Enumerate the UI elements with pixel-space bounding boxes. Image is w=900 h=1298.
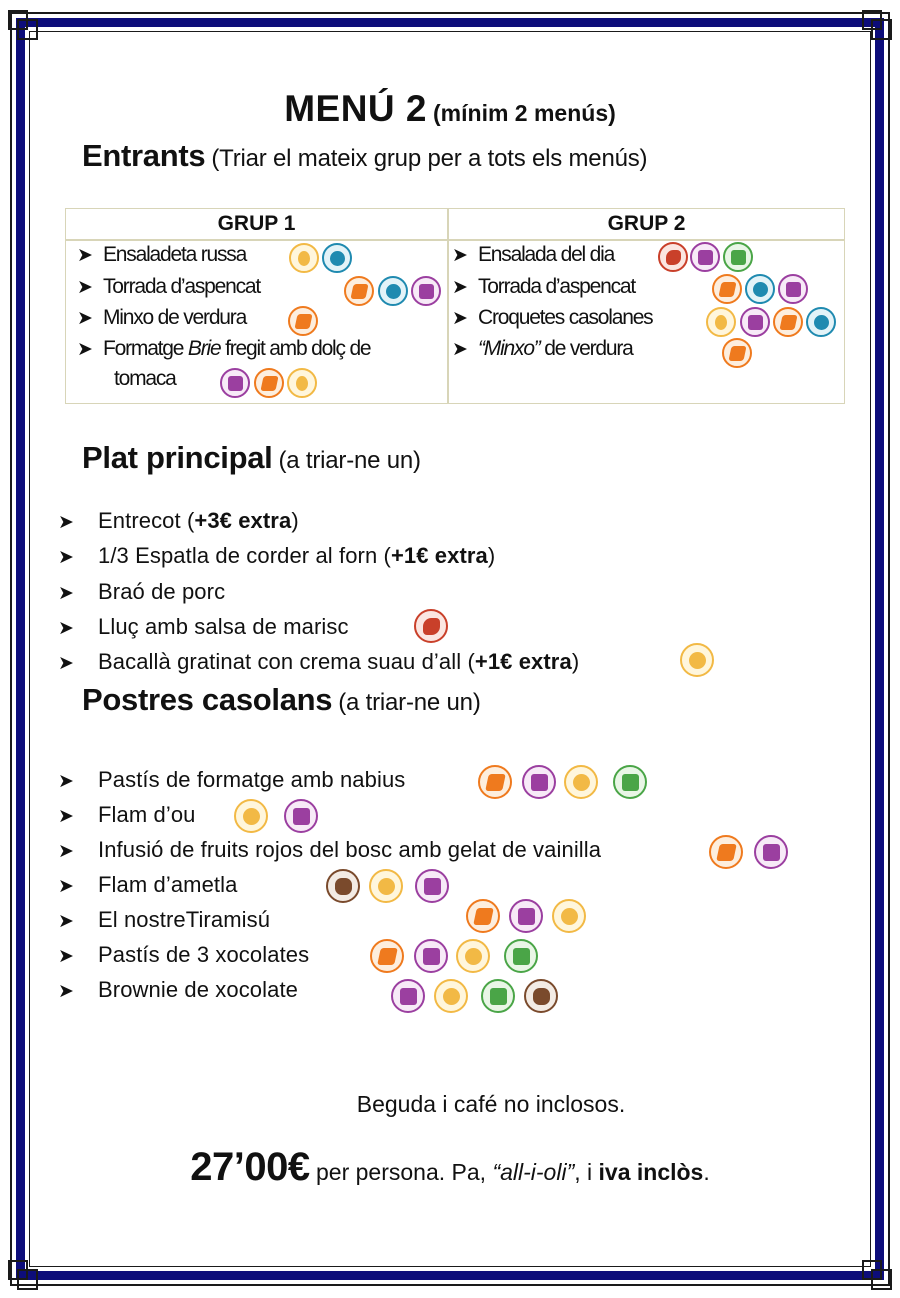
egg-allergen-icon xyxy=(434,979,468,1013)
egg-allergen-icon xyxy=(680,643,714,677)
menu-title-sub: (mínim 2 menús) xyxy=(433,100,616,126)
arrow-bullet-icon: ➤ xyxy=(58,512,74,533)
gluten-allergen-icon xyxy=(722,338,752,368)
arrow-bullet-icon: ➤ xyxy=(77,339,93,360)
entrants-heading xyxy=(82,138,647,174)
main-course-note: (a triar-ne un) xyxy=(278,447,421,474)
milk-allergen-icon xyxy=(284,799,318,833)
main-course-heading xyxy=(82,440,421,476)
nuts-allergen-icon xyxy=(326,869,360,903)
mustard-allergen-icon xyxy=(322,243,352,273)
egg-allergen-icon xyxy=(552,899,586,933)
gluten-allergen-icon xyxy=(712,274,742,304)
egg-allergen-icon xyxy=(706,307,736,337)
list-item: ➤ Torrada d’aspencat xyxy=(77,275,261,298)
desserts-note: (a triar-ne un) xyxy=(338,689,481,716)
gluten-allergen-icon xyxy=(370,939,404,973)
gluten-allergen-icon xyxy=(773,307,803,337)
list-item: ➤ Bacallà gratinat con crema suau d’all (+1€ extra) xyxy=(58,649,580,674)
nuts-allergen-icon xyxy=(524,979,558,1013)
gluten-allergen-icon xyxy=(466,899,500,933)
milk-allergen-icon xyxy=(414,939,448,973)
arrow-bullet-icon: ➤ xyxy=(58,946,74,967)
list-item: ➤ Pastís de 3 xocolates xyxy=(58,942,310,967)
list-item: ➤ “Minxo” de verdura xyxy=(452,337,633,360)
gluten-allergen-icon xyxy=(709,835,743,869)
crustacean-allergen-icon xyxy=(658,242,688,272)
milk-allergen-icon xyxy=(411,276,441,306)
table-divider xyxy=(66,239,844,241)
gluten-allergen-icon xyxy=(478,765,512,799)
milk-allergen-icon xyxy=(778,274,808,304)
list-item: ➤ Minxo de verdura xyxy=(77,306,247,329)
gluten-allergen-icon xyxy=(344,276,374,306)
egg-allergen-icon xyxy=(564,765,598,799)
mustard-allergen-icon xyxy=(806,307,836,337)
crustacean-allergen-icon xyxy=(414,609,448,643)
main-course-title: Plat principal xyxy=(82,440,273,475)
arrow-bullet-icon: ➤ xyxy=(58,583,74,604)
soy-allergen-icon xyxy=(504,939,538,973)
soy-allergen-icon xyxy=(723,242,753,272)
arrow-bullet-icon: ➤ xyxy=(58,806,74,827)
milk-allergen-icon xyxy=(415,869,449,903)
entrants-note: (Triar el mateix grup per a tots els menús) xyxy=(211,145,648,172)
list-item: ➤ El nostreTiramisú xyxy=(58,907,271,932)
list-item: ➤ Infusió de fruits rojos del bosc amb gelat de vainilla xyxy=(58,837,602,862)
desserts-title: Postres casolans xyxy=(82,682,333,717)
egg-allergen-icon xyxy=(369,869,403,903)
egg-allergen-icon xyxy=(287,368,317,398)
milk-allergen-icon xyxy=(220,368,250,398)
soy-allergen-icon xyxy=(481,979,515,1013)
arrow-bullet-icon: ➤ xyxy=(77,245,93,266)
menu-title xyxy=(0,88,900,130)
arrow-bullet-icon: ➤ xyxy=(452,339,468,360)
list-item: ➤ Flam d’ou xyxy=(58,802,196,827)
arrow-bullet-icon: ➤ xyxy=(58,981,74,1002)
entrants-title: Entrants xyxy=(82,138,206,173)
list-item: ➤ Ensalada del dia xyxy=(452,243,615,266)
arrow-bullet-icon: ➤ xyxy=(58,653,74,674)
gluten-allergen-icon xyxy=(288,306,318,336)
arrow-bullet-icon: ➤ xyxy=(58,771,74,792)
menu-title-main: MENÚ 2 xyxy=(284,88,428,129)
list-item: ➤ Lluç amb salsa de marisc xyxy=(58,614,349,639)
soy-allergen-icon xyxy=(613,765,647,799)
list-item: ➤ Croquetes casolanes xyxy=(452,306,653,329)
milk-allergen-icon xyxy=(522,765,556,799)
corner-ornament xyxy=(862,1260,892,1290)
arrow-bullet-icon: ➤ xyxy=(58,547,74,568)
arrow-bullet-icon: ➤ xyxy=(77,277,93,298)
mustard-allergen-icon xyxy=(745,274,775,304)
mustard-allergen-icon xyxy=(378,276,408,306)
milk-allergen-icon xyxy=(740,307,770,337)
list-item: ➤ 1/3 Espatla de corder al forn (+1€ extra) xyxy=(58,543,496,568)
arrow-bullet-icon: ➤ xyxy=(452,308,468,329)
arrow-bullet-icon: ➤ xyxy=(452,245,468,266)
list-item: ➤ Brownie de xocolate xyxy=(58,977,299,1002)
list-item: ➤ Braó de porc xyxy=(58,579,226,604)
arrow-bullet-icon: ➤ xyxy=(77,308,93,329)
gluten-allergen-icon xyxy=(254,368,284,398)
milk-allergen-icon xyxy=(690,242,720,272)
list-item: ➤ Flam d’ametla xyxy=(58,872,238,897)
list-item: ➤ Entrecot (+3€ extra) xyxy=(58,508,299,533)
list-item: ➤ Torrada d’aspencat xyxy=(452,275,636,298)
arrow-bullet-icon: ➤ xyxy=(58,876,74,897)
egg-allergen-icon xyxy=(289,243,319,273)
price-line: 27’00€ per persona. Pa, “all-i-oli”, i iva inclòs. xyxy=(190,1145,710,1189)
milk-allergen-icon xyxy=(509,899,543,933)
price-amount: 27’00€ xyxy=(190,1145,310,1189)
arrow-bullet-icon: ➤ xyxy=(58,618,74,639)
group1-header: GRUP 1 xyxy=(217,212,296,235)
corner-ornament xyxy=(8,1260,38,1290)
arrow-bullet-icon: ➤ xyxy=(58,911,74,932)
arrow-bullet-icon: ➤ xyxy=(58,841,74,862)
arrow-bullet-icon: ➤ xyxy=(452,277,468,298)
egg-allergen-icon xyxy=(456,939,490,973)
list-item: ➤ Ensaladeta russa xyxy=(77,243,247,266)
desserts-heading xyxy=(82,682,481,718)
milk-allergen-icon xyxy=(391,979,425,1013)
group2-header: GRUP 2 xyxy=(607,212,686,235)
list-item: ➤ Formatge Brie fregit amb dolç de xyxy=(77,337,371,360)
milk-allergen-icon xyxy=(754,835,788,869)
list-item: ➤ Pastís de formatge amb nabius xyxy=(58,767,406,792)
corner-ornament xyxy=(8,10,38,40)
corner-ornament xyxy=(862,10,892,40)
list-item-continuation: tomaca xyxy=(114,367,176,390)
drinks-note: Beguda i café no inclosos. xyxy=(356,1091,626,1117)
egg-allergen-icon xyxy=(234,799,268,833)
